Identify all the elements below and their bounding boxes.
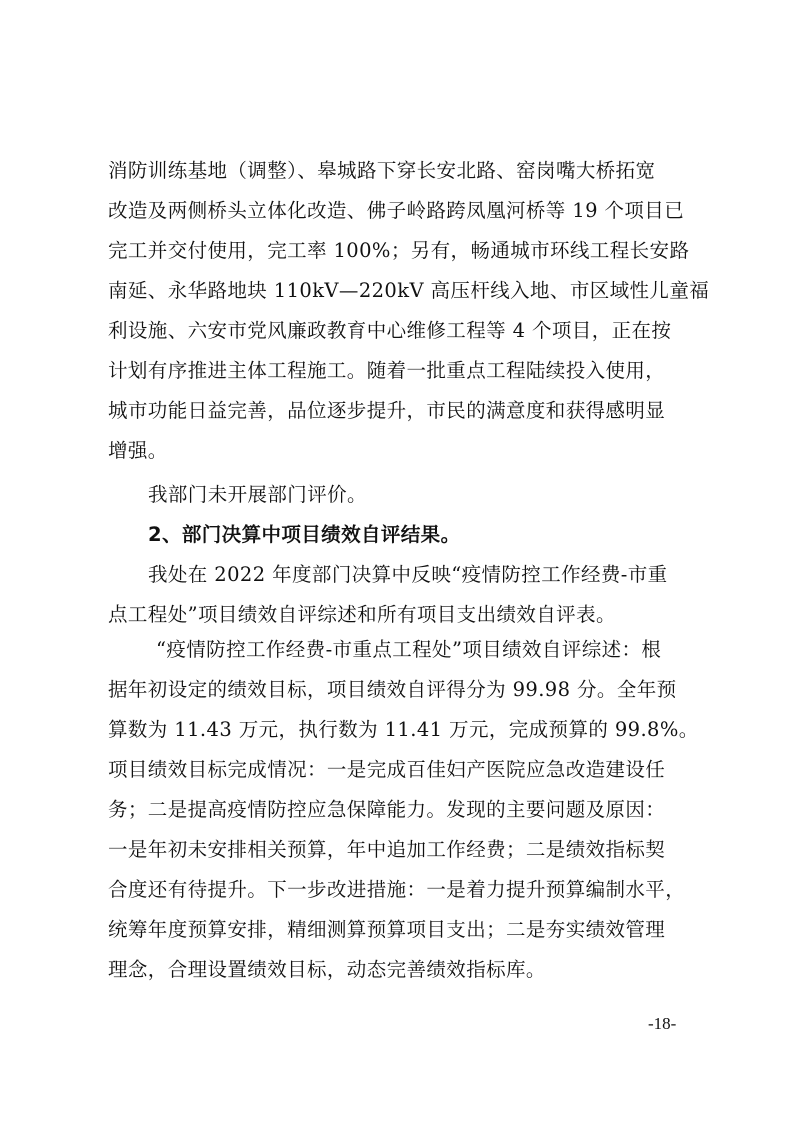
paragraph-line: 改造及两侧桥头立体化改造、佛子岭路跨凤凰河桥等 19 个项目已 [108,199,685,222]
paragraph-line: 理念，合理设置绩效目标，动态完善绩效指标库。 [108,958,546,981]
paragraph-line: 消防训练基地（调整）、皋城路下穿长安北路、窑岗嘴大桥拓宽 [108,159,656,182]
paragraph-line: 合度还有待提升。下一步改进措施：一是着力提升预算编制水平， [108,878,686,901]
paragraph-line: 务；二是提高疫情防控应急保障能力。发现的主要问题及原因： [108,798,666,821]
paragraph-line: 利设施、六安市党风廉政教育中心维修工程等 4 个项目，正在按 [108,319,672,342]
paragraph-line: 点工程处”项目绩效自评综述和所有项目支出绩效自评表。 [108,603,616,626]
paragraph-line: 南延、永华路地块 110kV—220kV 高压杆线入地、市区域性儿童福 [108,279,710,302]
paragraph-line: 城市功能日益完善，品位逐步提升，市民的满意度和获得感明显 [108,399,666,422]
paragraph-line: “疫情防控工作经费-市重点工程处”项目绩效自评综述：根 [156,638,662,661]
paragraph-line: 项目绩效目标完成情况：一是完成百佳妇产医院应急改造建设任 [108,758,666,781]
paragraph-line: 增强。 [108,439,168,462]
page-number: -18- [648,1014,677,1033]
paragraph-line: 统筹年度预算安排，精细测算预算项目支出；二是夯实绩效管理 [108,918,666,941]
paragraph-line: 完工并交付使用，完工率 100%；另有，畅通城市环线工程长安路 [108,239,690,262]
paragraph-line: 一是年初未安排相关预算，年中追加工作经费；二是绩效指标契 [108,838,666,861]
section-heading: 2、部门决算中项目绩效自评结果。 [148,523,461,546]
paragraph-line: 计划有序推进主体工程施工。随着一批重点工程陆续投入使用， [108,359,666,382]
paragraph-line: 我处在 2022 年度部门决算中反映“疫情防控工作经费-市重 [148,563,668,586]
paragraph-no-evaluation: 我部门未开展部门评价。 [148,483,367,506]
paragraph-line: 算数为 11.43 万元，执行数为 11.41 万元，完成预算的 99.8%。 [108,718,699,741]
paragraph-line: 据年初设定的绩效目标，项目绩效自评得分为 99.98 分。全年预 [108,678,677,701]
